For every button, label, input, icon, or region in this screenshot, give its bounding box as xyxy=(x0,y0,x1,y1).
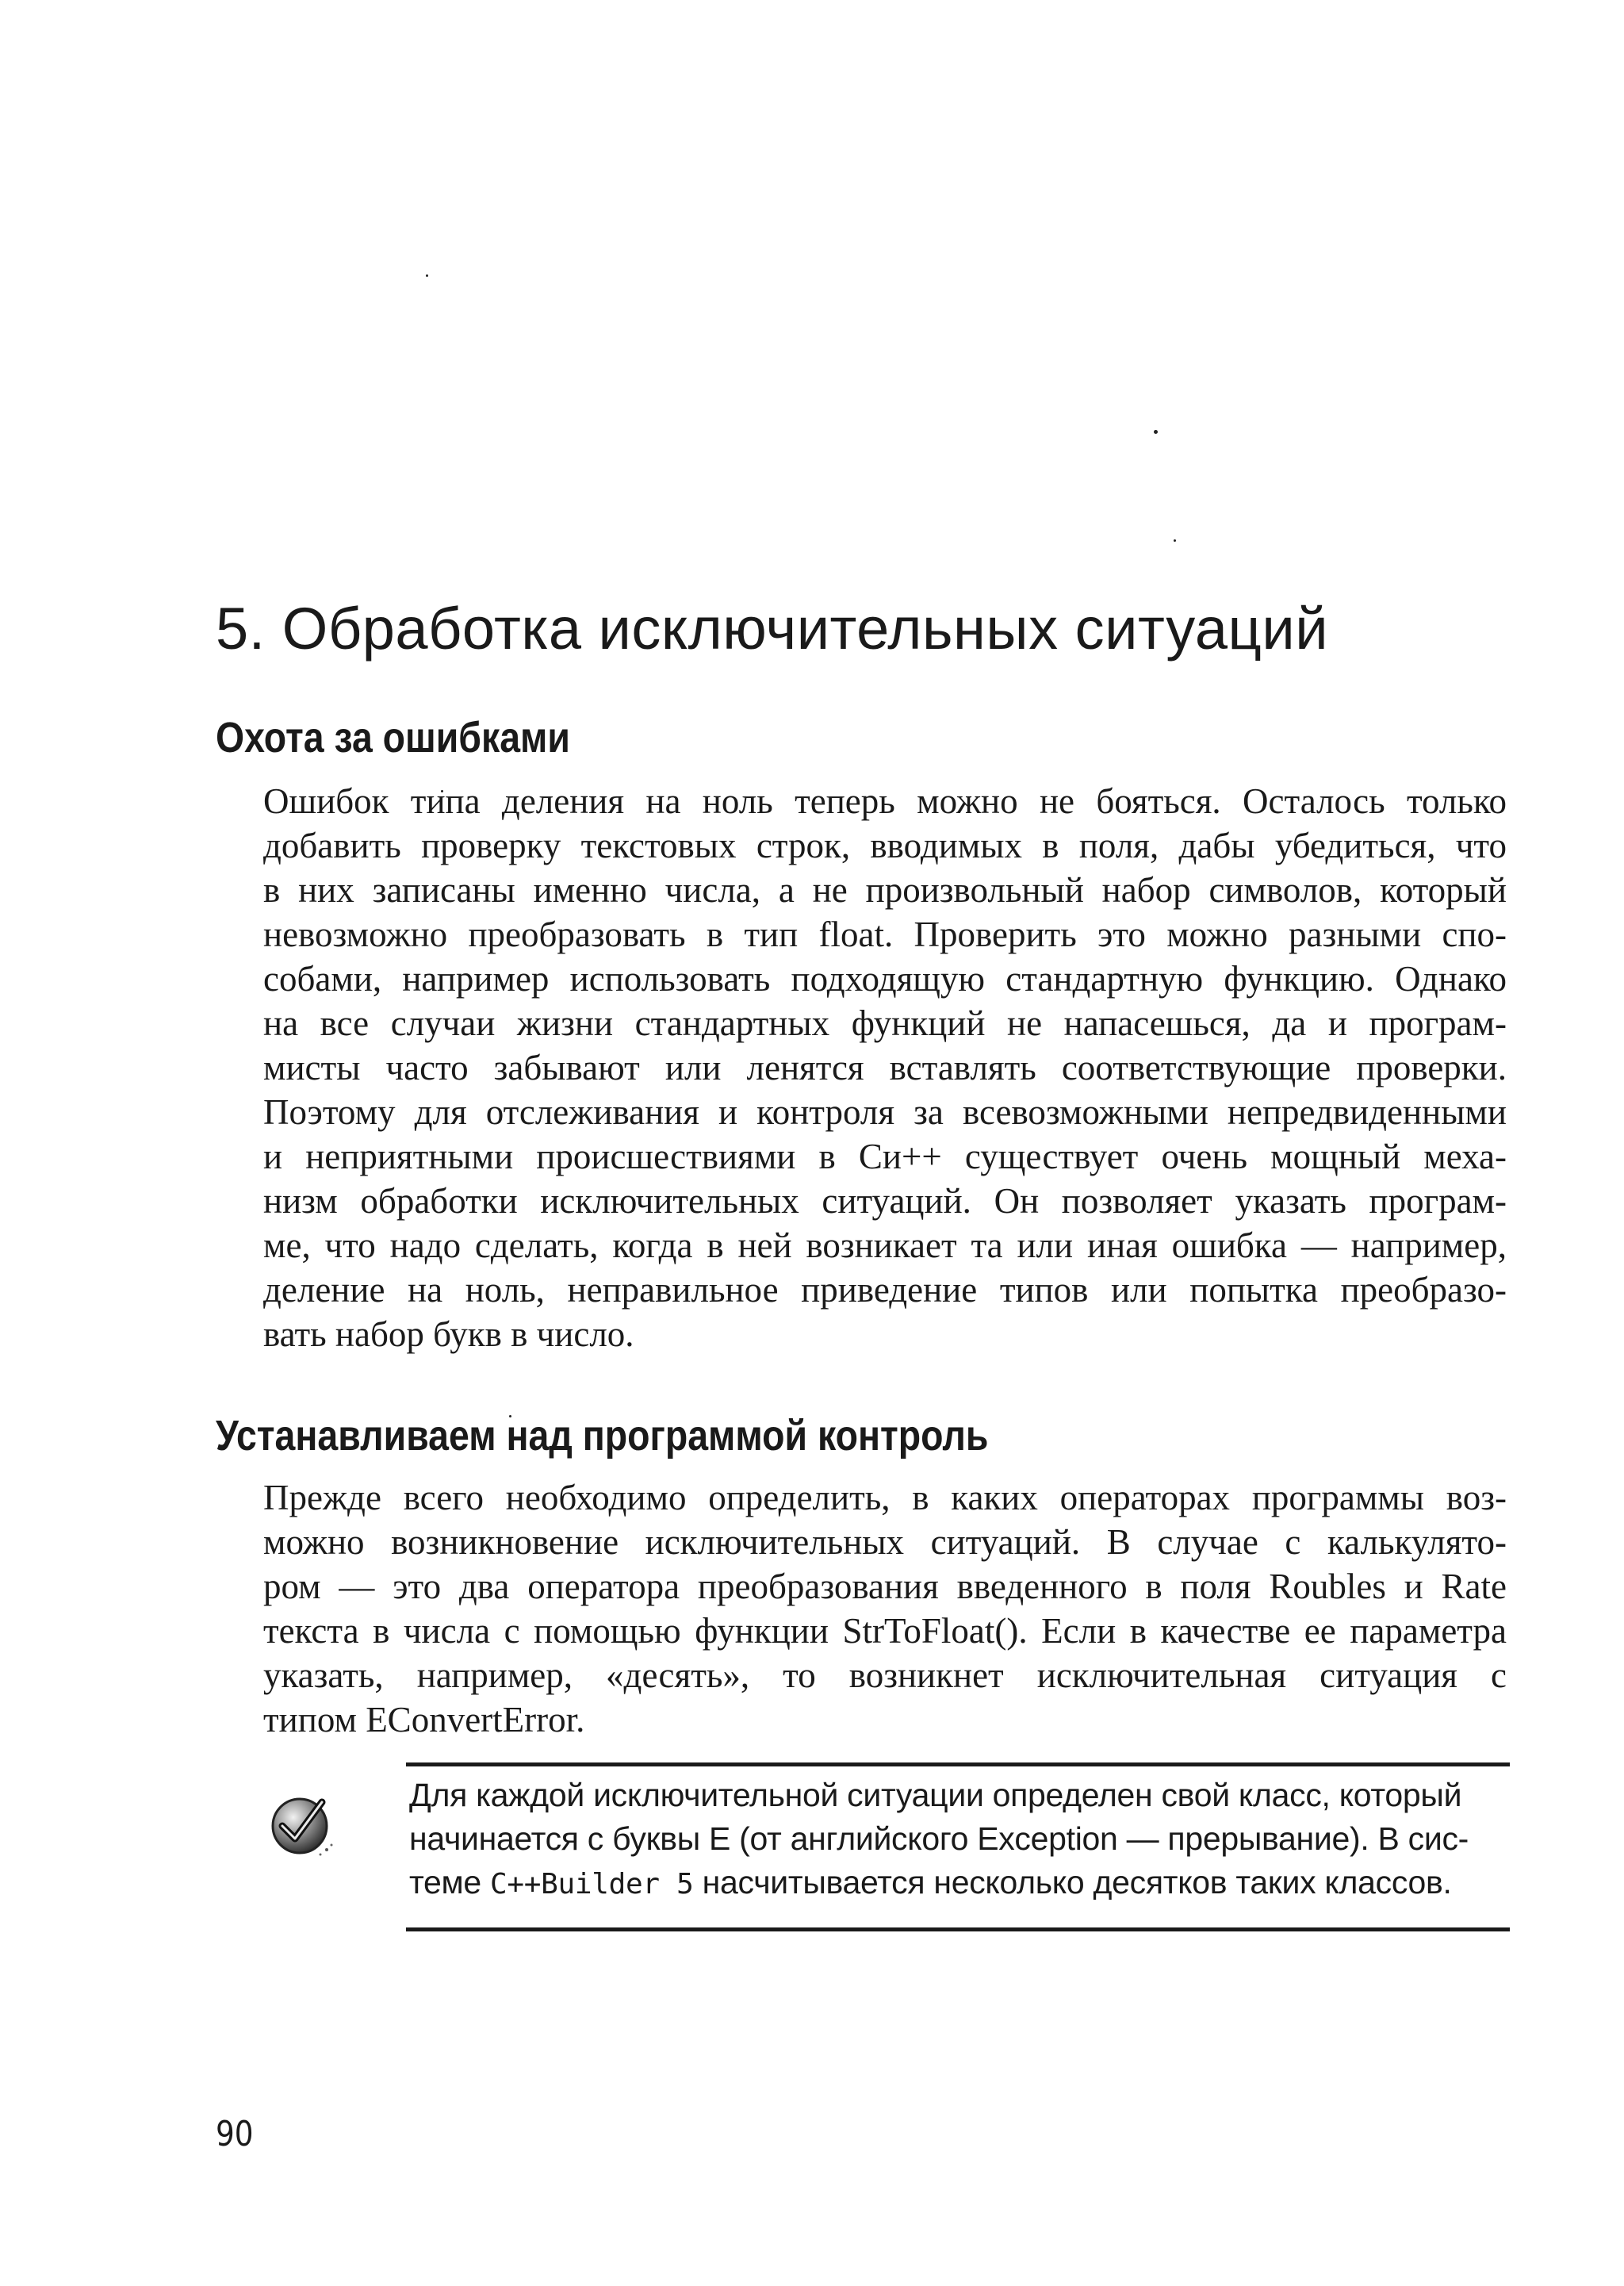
scan-speck xyxy=(1154,430,1158,434)
scan-speck xyxy=(426,274,428,277)
scan-speck xyxy=(1174,539,1176,542)
note-text-segment: теме xyxy=(409,1864,491,1901)
text-line: собами, например использовать подходящую стандартную функцию. Однако xyxy=(263,959,1507,999)
text-line: низм обработки исключительных ситуаций. Он позволяет указать програм- xyxy=(263,1181,1507,1221)
text-line: добавить проверку текстовых строк, вводимых в поля, дабы убедиться, что xyxy=(263,826,1507,865)
checkmark-note-icon xyxy=(265,1788,338,1861)
code-text: C++Builder 5 xyxy=(490,1868,694,1901)
text-line: мисты часто забывают или ленятся вставлять соответствующие проверки. xyxy=(263,1048,1507,1087)
note-bottom-rule xyxy=(406,1927,1510,1931)
section-heading-program-control: Устанавливаем над программой контроль xyxy=(216,1412,989,1459)
text-line: деление на ноль, неправильное приведение типов или попытка преобразо- xyxy=(263,1270,1507,1310)
chapter-title: 5. Обработка исключительных ситуаций xyxy=(216,596,1329,662)
text-line: невозможно преобразовать в тип float. Проверить это можно разными спо- xyxy=(263,915,1507,954)
text-line: ме, что надо сделать, когда в ней возникает та или иная ошибка — например, xyxy=(263,1225,1507,1265)
text-line: Прежде всего необходимо определить, в каких операторах программы воз- xyxy=(263,1478,1507,1517)
paragraph-error-hunt xyxy=(263,779,1507,1356)
text-line: и неприятными происшествиями в Си++ существует очень мощный меха- xyxy=(263,1137,1507,1176)
text-line: в них записаны именно числа, а не произвольный набор символов, который xyxy=(263,870,1507,910)
note-top-rule xyxy=(406,1762,1510,1766)
text-line: Ошибок типа деления на ноль теперь можно не бояться. Осталось только xyxy=(263,781,1507,821)
text-line: можно возникновение исключительных ситуаций. В случае с калькулято- xyxy=(263,1522,1507,1562)
text-line: на все случаи жизни стандартных функций не напасешься, да и програм- xyxy=(263,1003,1507,1043)
note-line: начинается с буквы E (от английского Exception — прерывание). В сис- xyxy=(409,1820,1469,1857)
text-line: Поэтому для отслеживания и контроля за всевозможными непредвиденными xyxy=(263,1092,1507,1132)
note-line xyxy=(409,1861,1510,1906)
note-line: Для каждой исключительной ситуации определен свой класс, который xyxy=(409,1777,1462,1813)
text-line: текста в числа с помощью функции StrToFloat(). Если в качестве ее параметра xyxy=(263,1611,1507,1651)
note-text xyxy=(409,1774,1510,1906)
text-line: указать, например, «десять», то возникнет исключительная ситуация с xyxy=(263,1655,1507,1695)
page-number: 90 xyxy=(216,2114,254,2154)
text-line: вать набор букв в число. xyxy=(263,1314,634,1354)
text-line: ром — это два оператора преобразования введенного в поля Roubles и Rate xyxy=(263,1567,1507,1606)
text-line: типом EConvertError. xyxy=(263,1700,585,1739)
section-heading-error-hunt: Охота за ошибками xyxy=(216,714,570,761)
paragraph-program-control xyxy=(263,1475,1507,1742)
note-text-segment: насчитывается несколько десятков таких классов. xyxy=(693,1864,1452,1901)
